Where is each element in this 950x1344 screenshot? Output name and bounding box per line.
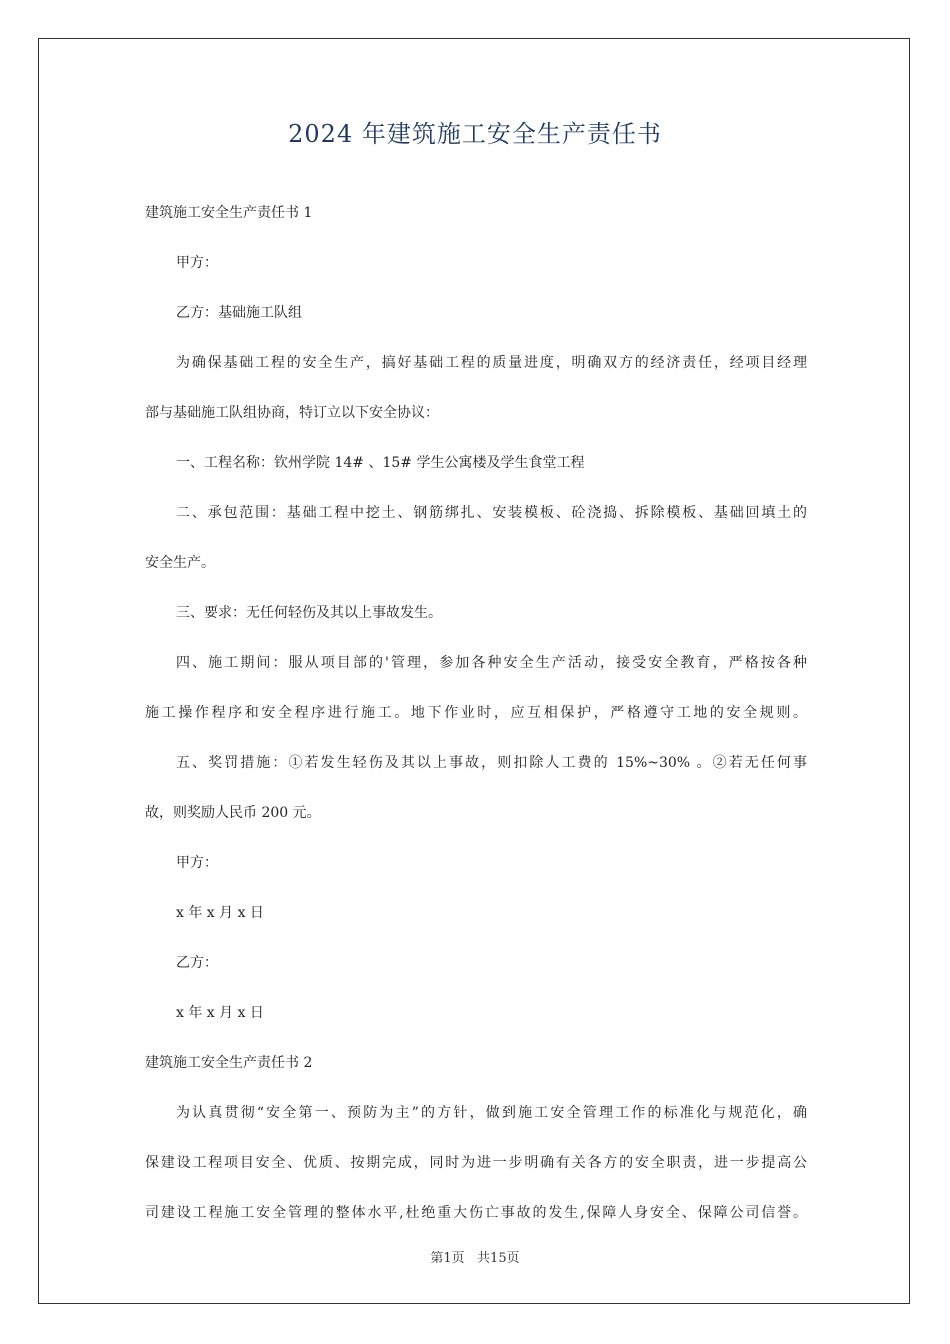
party-b-label: 乙方：基础施工队组 (176, 305, 302, 321)
paragraph-line: 安全生产。 (145, 555, 215, 571)
section-heading-2: 建筑施工安全生产责任书 2 (145, 1055, 313, 1071)
paragraph-line: 为认真贯彻“安全第一、预防为主”的方针，做到施工安全管理工作的标准化与规范化，确 (176, 1105, 807, 1121)
document-body (145, 196, 807, 1246)
section-heading-1: 建筑施工安全生产责任书 1 (145, 205, 313, 221)
signature-party-b: 乙方： (176, 955, 218, 971)
party-a-label: 甲方： (176, 255, 218, 271)
paragraph-line: 为确保基础工程的安全生产，搞好基础工程的质量进度，明确双方的经济责任，经项目经理 (176, 355, 807, 371)
clause-construction-period: 四、施工期间：服从项目部的'管理，参加各种安全生产活动，接受安全教育，严格按各种 (176, 655, 807, 671)
page-number-footer: 第1页 共15页 (430, 1251, 520, 1266)
clause-project-name: 一、工程名称：钦州学院 14# 、15# 学生公寓楼及学生食堂工程 (176, 455, 585, 471)
paragraph-line: 保建设工程项目安全、优质、按期完成，同时为进一步明确有关各方的安全职责，进一步提高公 (145, 1155, 807, 1171)
clause-requirements: 三、要求：无任何轻伤及其以上事故发生。 (176, 605, 442, 621)
signature-date: x 年 x 月 x 日 (176, 905, 264, 921)
signature-date: x 年 x 月 x 日 (176, 1005, 264, 1021)
clause-scope: 二、承包范围：基础工程中挖土、钢筋绑扎、安装模板、砼浇捣、拆除模板、基础回填土的 (176, 505, 807, 521)
paragraph-line: 施工操作程序和安全程序进行施工。地下作业时，应互相保护，严格遵守工地的安全规则。 (145, 705, 807, 721)
paragraph-line: 司建设工程施工安全管理的整体水平,杜绝重大伤亡事故的发生,保障人身安全、保障公司信誉。 (145, 1205, 807, 1221)
paragraph-line: 故，则奖励人民币 200 元。 (145, 805, 321, 821)
document-title: 2024 年建筑施工安全生产责任书 (288, 120, 662, 148)
signature-party-a: 甲方： (176, 855, 218, 871)
clause-rewards-penalties: 五、奖罚措施：①若发生轻伤及其以上事故，则扣除人工费的 15%~30% 。②若无任何事 (176, 755, 807, 771)
paragraph-line: 部与基础施工队组协商，特订立以下安全协议： (145, 405, 439, 421)
